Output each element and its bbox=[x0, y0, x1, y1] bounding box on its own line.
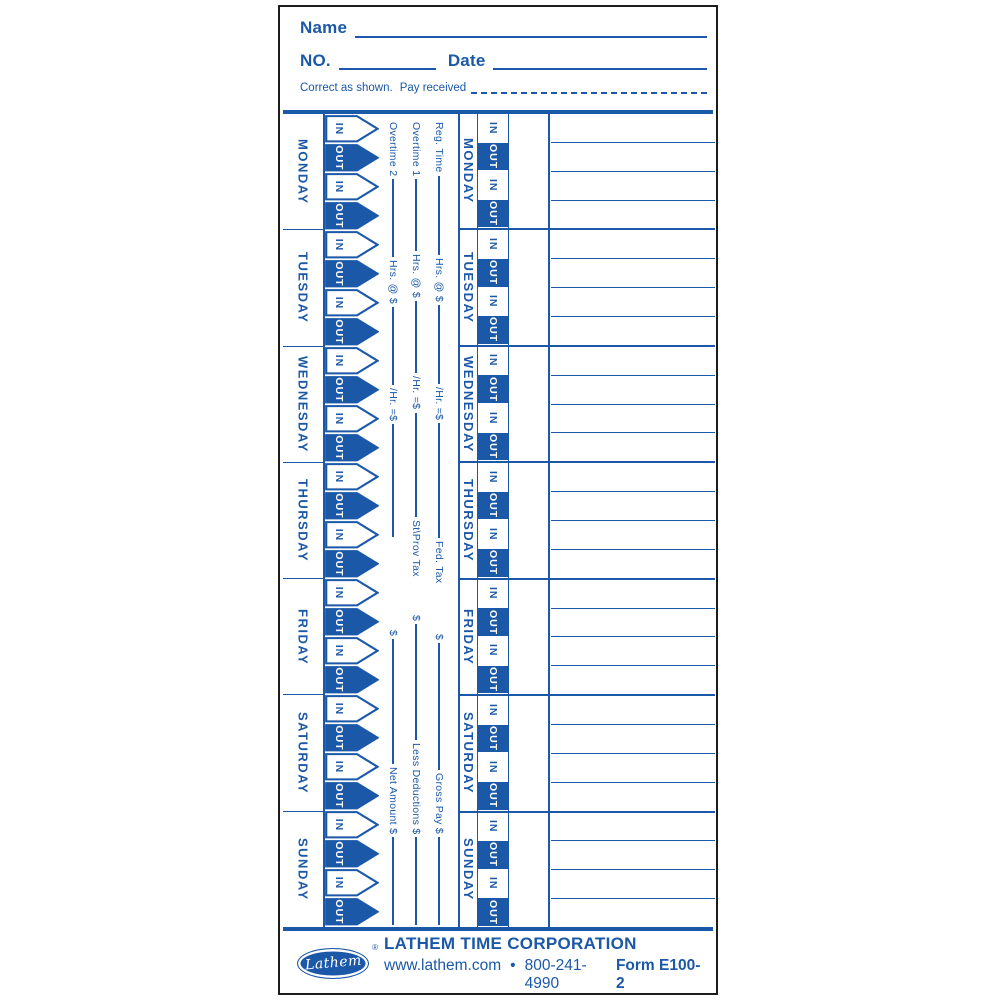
day-label: WEDNESDAY bbox=[295, 355, 311, 453]
payroll-text: Net Amount $ bbox=[387, 766, 399, 834]
day-cell-left bbox=[283, 694, 323, 810]
punch-out-badge bbox=[325, 260, 379, 288]
punch-out-badge bbox=[478, 143, 508, 171]
write-line-vertical bbox=[392, 307, 394, 385]
punch-label: OUT bbox=[487, 260, 499, 286]
day-label: THURSDAY bbox=[295, 478, 311, 562]
punch-label: IN bbox=[487, 354, 499, 367]
day-cell-right bbox=[460, 230, 477, 344]
punch-strip bbox=[477, 114, 509, 228]
no-date-row bbox=[300, 52, 707, 71]
spacer bbox=[393, 543, 394, 627]
day-cell-left bbox=[283, 114, 323, 229]
punch-label: OUT bbox=[333, 899, 345, 925]
punch-label: IN bbox=[333, 760, 345, 774]
writing-lines bbox=[551, 696, 715, 810]
writing-line bbox=[551, 230, 715, 259]
punch-in-badge bbox=[325, 405, 379, 433]
punch-strip bbox=[477, 463, 509, 577]
punch-label: OUT bbox=[487, 899, 499, 925]
punch-strip bbox=[477, 580, 509, 694]
punch-out-badge bbox=[478, 492, 508, 520]
payroll-text: Gross Pay $ bbox=[433, 772, 445, 834]
punch-in-badge bbox=[478, 696, 508, 724]
punch-in-badge bbox=[478, 520, 508, 548]
punch-label: IN bbox=[333, 586, 345, 600]
punch-out-badge bbox=[478, 608, 508, 636]
writing-line bbox=[551, 347, 715, 376]
day-row-right bbox=[460, 461, 715, 577]
name-write-line bbox=[355, 33, 707, 38]
punch-label: IN bbox=[333, 470, 345, 484]
write-line-vertical bbox=[415, 413, 417, 517]
date-write-line bbox=[493, 65, 707, 70]
punch-label: OUT bbox=[333, 261, 345, 287]
payroll-text: Overtime 1 bbox=[410, 122, 422, 177]
day-label: MONDAY bbox=[461, 138, 476, 204]
punch-label: IN bbox=[487, 295, 499, 308]
payroll-text: Hrs. @ $ bbox=[433, 257, 445, 302]
punch-label: OUT bbox=[333, 319, 345, 345]
payroll-text: Hrs. @ $ bbox=[410, 254, 422, 299]
punch-strip bbox=[477, 230, 509, 344]
punch-in-badge bbox=[478, 288, 508, 316]
punch-out-badge bbox=[325, 782, 379, 810]
form-number: Form E100-2 bbox=[615, 956, 701, 992]
day-label: SATURDAY bbox=[461, 712, 476, 795]
card-header bbox=[300, 19, 707, 94]
payroll-text: /Hr. =$ bbox=[387, 387, 399, 422]
punch-out-badge bbox=[478, 666, 508, 694]
punch-in-badge bbox=[325, 753, 379, 781]
punch-out-badge bbox=[478, 375, 508, 403]
writing-line bbox=[551, 492, 715, 521]
payroll-text: /Hr. =$ bbox=[433, 387, 445, 421]
writing-line bbox=[551, 899, 715, 927]
write-line-vertical bbox=[392, 837, 394, 925]
pay-received-dashed-line bbox=[471, 89, 707, 94]
punch-in-badge bbox=[325, 115, 379, 143]
punch-strip bbox=[477, 347, 509, 461]
writing-line bbox=[551, 288, 715, 317]
writing-line bbox=[551, 725, 715, 754]
punch-label: OUT bbox=[333, 493, 345, 519]
writing-line bbox=[551, 521, 715, 550]
punch-out-badge bbox=[325, 318, 379, 346]
punch-in-badge bbox=[325, 637, 379, 665]
punch-in-badge bbox=[325, 347, 379, 375]
day-cell-right bbox=[460, 114, 477, 228]
writing-line bbox=[551, 259, 715, 288]
day-row-right bbox=[460, 811, 715, 927]
punch-in-badge bbox=[325, 289, 379, 317]
punch-in-badge bbox=[325, 811, 379, 839]
punch-in-badge bbox=[478, 580, 508, 608]
registered-trademark-mark: ® bbox=[372, 942, 378, 952]
punch-out-badge bbox=[478, 433, 508, 461]
punch-strip bbox=[477, 813, 509, 927]
punch-label: IN bbox=[487, 121, 499, 135]
lathem-logo bbox=[297, 942, 378, 979]
punch-in-badge bbox=[325, 869, 379, 897]
left-day-column bbox=[283, 114, 323, 927]
writing-lines bbox=[551, 463, 715, 577]
punch-in-badge bbox=[325, 579, 379, 607]
writing-line bbox=[551, 463, 715, 492]
left-punch-column bbox=[323, 114, 379, 927]
punch-label: OUT bbox=[487, 317, 499, 343]
day-cell-right bbox=[460, 813, 477, 927]
footer-divider-rule bbox=[283, 927, 713, 931]
punch-in-badge bbox=[325, 173, 379, 201]
writing-line bbox=[551, 637, 715, 666]
punch-out-badge bbox=[325, 434, 379, 462]
punch-in-badge bbox=[325, 521, 379, 549]
punch-out-badge bbox=[325, 202, 379, 230]
company-name: LATHEM TIME CORPORATION bbox=[384, 933, 637, 953]
spacer bbox=[439, 587, 440, 631]
punch-label: OUT bbox=[333, 667, 345, 693]
writing-line bbox=[551, 870, 715, 899]
day-row-right bbox=[460, 578, 715, 694]
punch-out-badge bbox=[478, 549, 508, 577]
punch-strip bbox=[477, 696, 509, 810]
day-cell-left bbox=[283, 811, 323, 927]
payroll-text: Reg. Time bbox=[433, 122, 445, 173]
writing-line bbox=[551, 550, 715, 578]
write-line-vertical bbox=[438, 176, 440, 255]
punch-label: IN bbox=[487, 470, 499, 484]
punch-grid bbox=[280, 114, 716, 927]
spacer bbox=[416, 580, 417, 612]
punch-label: IN bbox=[333, 644, 345, 658]
punch-label: IN bbox=[487, 703, 499, 717]
punch-label: IN bbox=[487, 411, 499, 425]
write-line-vertical bbox=[392, 179, 394, 257]
day-label: MONDAY bbox=[295, 138, 311, 205]
day-cell-right bbox=[460, 463, 477, 577]
punch-out-badge bbox=[478, 259, 508, 287]
write-line-vertical bbox=[392, 424, 394, 537]
write-line-vertical bbox=[438, 837, 440, 925]
payroll-text: St\Prov Tax bbox=[410, 520, 422, 578]
day-label: TUESDAY bbox=[295, 252, 311, 324]
write-line-vertical bbox=[438, 643, 440, 770]
writing-line bbox=[551, 114, 715, 143]
day-cell-right bbox=[460, 696, 477, 810]
payroll-text: Hrs. @ $ bbox=[387, 260, 399, 305]
writing-line bbox=[551, 201, 715, 229]
punch-label: OUT bbox=[487, 609, 499, 635]
footer-text-block bbox=[384, 934, 706, 993]
logo-script-text: Lathem bbox=[303, 952, 363, 974]
writing-lines bbox=[551, 230, 715, 344]
writing-line bbox=[551, 813, 715, 842]
website-text: www.lathem.com bbox=[384, 956, 502, 974]
punch-out-badge bbox=[325, 724, 379, 752]
payroll-rule-overtime-1 bbox=[405, 119, 427, 925]
payroll-text: $ bbox=[387, 630, 399, 637]
card-footer bbox=[280, 933, 716, 993]
punch-in-badge bbox=[478, 813, 508, 841]
payroll-text: Less Deductions $ bbox=[410, 742, 422, 834]
punch-label: IN bbox=[487, 820, 499, 833]
writing-lines bbox=[551, 114, 715, 228]
punch-label: OUT bbox=[487, 842, 499, 868]
writing-line bbox=[551, 754, 715, 783]
punch-in-badge bbox=[478, 230, 508, 258]
write-line-vertical bbox=[415, 179, 417, 251]
correct-row bbox=[300, 82, 707, 94]
punch-label: OUT bbox=[333, 783, 345, 809]
punch-out-badge bbox=[325, 376, 379, 404]
day-cell-left bbox=[283, 462, 323, 578]
punch-label: IN bbox=[487, 587, 499, 600]
punch-label: OUT bbox=[333, 203, 345, 229]
day-cell-right bbox=[460, 347, 477, 461]
write-line-vertical bbox=[392, 639, 394, 764]
punch-label: IN bbox=[333, 702, 345, 716]
punch-out-badge bbox=[325, 840, 379, 868]
day-row-right bbox=[460, 228, 715, 344]
correct-as-shown-text: Correct as shown. bbox=[300, 82, 393, 95]
punch-label: IN bbox=[487, 877, 499, 890]
phone-number: 800-241-4990 bbox=[524, 956, 587, 992]
punch-out-badge bbox=[478, 898, 508, 926]
punch-label: OUT bbox=[333, 435, 345, 461]
writing-line bbox=[551, 405, 715, 434]
punch-label: IN bbox=[333, 412, 345, 426]
write-line-vertical bbox=[438, 305, 440, 384]
writing-line bbox=[551, 783, 715, 811]
day-row-right bbox=[460, 345, 715, 461]
punch-in-badge bbox=[478, 347, 508, 375]
time-card bbox=[278, 5, 718, 995]
punch-label: IN bbox=[487, 528, 499, 541]
payroll-rule-overtime-2 bbox=[382, 119, 404, 925]
punch-out-badge bbox=[325, 144, 379, 172]
punch-label: OUT bbox=[487, 433, 499, 460]
punch-label: OUT bbox=[333, 551, 345, 577]
punch-in-badge bbox=[478, 637, 508, 665]
punch-in-badge bbox=[325, 463, 379, 491]
punch-out-badge bbox=[325, 666, 379, 694]
writing-lines bbox=[551, 347, 715, 461]
payroll-text: Fed. Tax bbox=[433, 541, 445, 584]
writing-line bbox=[551, 172, 715, 201]
payroll-rule-reg-time bbox=[428, 119, 450, 925]
day-label: SUNDAY bbox=[295, 837, 311, 901]
punch-label: OUT bbox=[487, 550, 499, 576]
day-label: TUESDAY bbox=[461, 251, 476, 324]
punch-label: OUT bbox=[487, 201, 499, 227]
day-cell-left bbox=[283, 578, 323, 694]
punch-out-badge bbox=[478, 200, 508, 228]
day-row-right bbox=[460, 694, 715, 810]
punch-out-badge bbox=[478, 782, 508, 810]
day-cell-right bbox=[460, 580, 477, 694]
payroll-text: /Hr. =$ bbox=[410, 376, 422, 410]
no-write-line bbox=[339, 65, 436, 70]
punch-label: OUT bbox=[487, 376, 499, 402]
punch-label: OUT bbox=[333, 841, 345, 867]
day-label: SATURDAY bbox=[295, 712, 311, 795]
writing-line bbox=[551, 666, 715, 694]
writing-lines bbox=[551, 580, 715, 694]
writing-lines bbox=[551, 813, 715, 927]
day-label: WEDNESDAY bbox=[461, 355, 476, 453]
punch-label: IN bbox=[333, 238, 345, 252]
write-line-vertical bbox=[438, 423, 440, 538]
punch-label: OUT bbox=[487, 725, 499, 752]
write-line-vertical bbox=[415, 837, 417, 925]
punch-label: IN bbox=[333, 296, 345, 310]
day-cell-left bbox=[283, 229, 323, 345]
punch-label: IN bbox=[333, 354, 345, 368]
logo-oval-icon bbox=[297, 948, 369, 979]
name-label: Name bbox=[300, 18, 348, 37]
punch-out-badge bbox=[478, 841, 508, 869]
punch-in-badge bbox=[478, 404, 508, 432]
punch-label: IN bbox=[333, 818, 345, 832]
punch-label: IN bbox=[333, 122, 345, 135]
punch-label: IN bbox=[487, 237, 499, 251]
name-row bbox=[300, 19, 707, 38]
punch-label: OUT bbox=[487, 143, 499, 169]
punch-out-badge bbox=[325, 898, 379, 926]
punch-label: OUT bbox=[333, 145, 345, 171]
punch-out-badge bbox=[325, 550, 379, 578]
day-row-right bbox=[460, 114, 715, 228]
right-day-section bbox=[458, 114, 715, 927]
punch-in-badge bbox=[478, 870, 508, 898]
writing-line bbox=[551, 433, 715, 461]
day-label: THURSDAY bbox=[461, 478, 476, 562]
payroll-text: Overtime 2 bbox=[387, 122, 399, 177]
punch-label: IN bbox=[487, 760, 499, 774]
payroll-text: $ bbox=[410, 615, 422, 622]
writing-line bbox=[551, 143, 715, 172]
punch-label: OUT bbox=[333, 725, 345, 751]
punch-label: IN bbox=[487, 178, 499, 192]
punch-label: OUT bbox=[333, 377, 345, 403]
punch-label: OUT bbox=[487, 666, 499, 692]
punch-out-badge bbox=[325, 492, 379, 520]
punch-label: IN bbox=[333, 876, 345, 890]
writing-line bbox=[551, 609, 715, 638]
writing-line bbox=[551, 696, 715, 725]
date-label: Date bbox=[447, 50, 486, 70]
punch-label: OUT bbox=[333, 609, 345, 635]
pay-received-label: Pay received bbox=[399, 82, 467, 95]
payroll-text: $ bbox=[433, 633, 445, 641]
punch-label: IN bbox=[487, 644, 499, 657]
punch-label: OUT bbox=[487, 783, 499, 809]
day-cell-left bbox=[283, 346, 323, 462]
punch-out-badge bbox=[478, 316, 508, 344]
punch-in-badge bbox=[325, 231, 379, 259]
write-line-vertical bbox=[415, 624, 417, 739]
writing-line bbox=[551, 317, 715, 345]
writing-line bbox=[551, 841, 715, 870]
punch-out-badge bbox=[478, 725, 508, 753]
punch-in-badge bbox=[478, 171, 508, 199]
punch-out-badge bbox=[325, 608, 379, 636]
punch-in-badge bbox=[478, 114, 508, 142]
day-label: FRIDAY bbox=[295, 608, 311, 665]
punch-in-badge bbox=[478, 753, 508, 781]
day-label: FRIDAY bbox=[461, 608, 476, 665]
write-line-vertical bbox=[415, 301, 417, 373]
punch-label: OUT bbox=[487, 493, 499, 519]
writing-line bbox=[551, 580, 715, 609]
contact-line bbox=[384, 957, 706, 993]
writing-line bbox=[551, 376, 715, 405]
bullet-separator: • bbox=[510, 956, 516, 974]
punch-in-badge bbox=[325, 695, 379, 723]
punch-label: IN bbox=[333, 528, 345, 542]
punch-in-badge bbox=[478, 463, 508, 491]
day-label: SUNDAY bbox=[461, 838, 476, 902]
punch-label: IN bbox=[333, 180, 345, 194]
no-label: NO. bbox=[300, 50, 331, 70]
